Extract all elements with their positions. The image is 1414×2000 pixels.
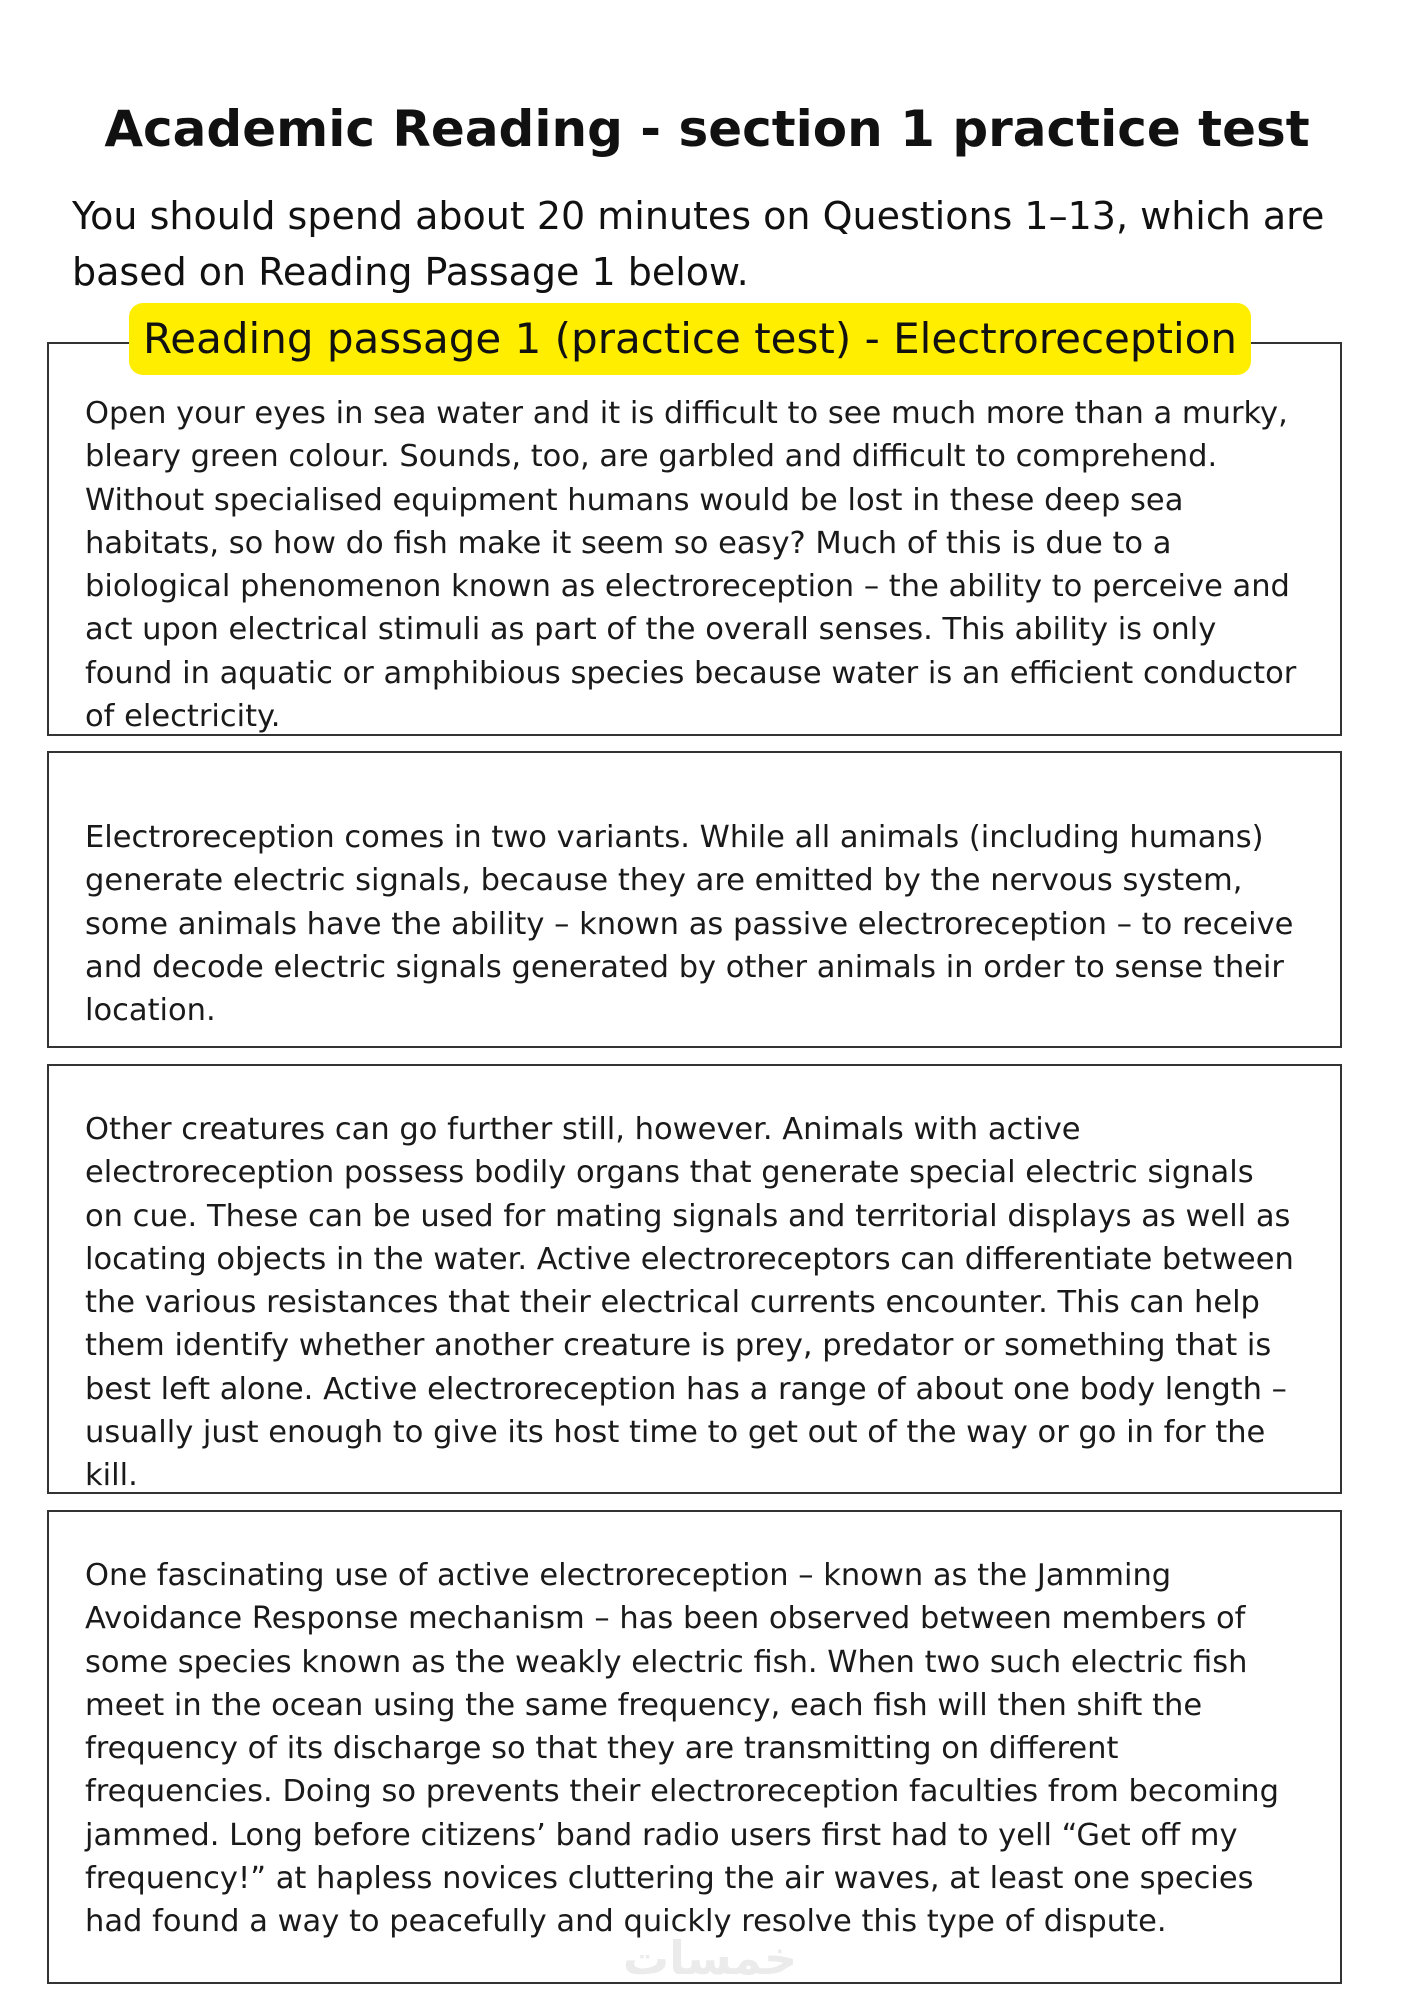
- paragraph-3: Other creatures can go further still, however. Animals with active electroreception possess bodily organs that generate special electric signals on cue. These can be used for mating signals and territorial displays as well as locating objects in the water. Active electroreceptors can differentiate between the various resistances that their electrical currents encounter. This can help them identify whether another creature is prey, predator or something that is best left alone. Active electroreception has a range of about one body length – usually just enough to give its host time to get out of the way or go in for the kill.: [85, 1112, 1294, 1494]
- passage-title: Reading passage 1 (practice test) - Electroreception: [129, 303, 1251, 375]
- passage-box-4: [47, 1510, 1342, 1984]
- instructions: You should spend about 20 minutes on Questions 1–13, which are based on Reading Passage 1 below.: [72, 194, 1325, 294]
- passage-box-2: [47, 751, 1342, 1048]
- page-title: Academic Reading - section 1 practice test: [104, 100, 1310, 158]
- paragraph-4: One fascinating use of active electroreception – known as the Jamming Avoidance Response mechanism – has been observed between members of some species known as the weakly electric fish. When two such electric fish meet in the ocean using the same frequency, each fish will then shift the frequency of its discharge so that they are transmitting on different frequencies. Doing so prevents their electroreception faculties from becoming jammed. Long before citizens’ band radio users first had to yell “Get off my frequency!” at hapless novices cluttering the air waves, at least one species had found a way to peacefully and quickly resolve this type of dispute.: [85, 1558, 1279, 1940]
- watermark: خمسات: [622, 1931, 798, 1985]
- paragraph-1: Open your eyes in sea water and it is difficult to see much more than a murky, bleary green colour. Sounds, too, are garbled and difficult to comprehend. Without specialised equipment humans would be lost in these deep sea habitats, so how do fish make it seem so easy? Much of this is due to a biological phenomenon known as electroreception – the ability to perceive and act upon electrical stimuli as part of the overall senses. This ability is only found in aquatic or amphibious species because water is an efficient conductor of electricity.: [85, 396, 1297, 735]
- passage-box-3: [47, 1064, 1342, 1494]
- paragraph-2: Electroreception comes in two variants. While all animals (including humans) generate electric signals, because they are emitted by the nervous system, some animals have the ability – known as passive electroreception – to receive and decode electric signals generated by other animals in order to sense their location.: [85, 820, 1294, 1029]
- passage-box-1: [47, 342, 1342, 736]
